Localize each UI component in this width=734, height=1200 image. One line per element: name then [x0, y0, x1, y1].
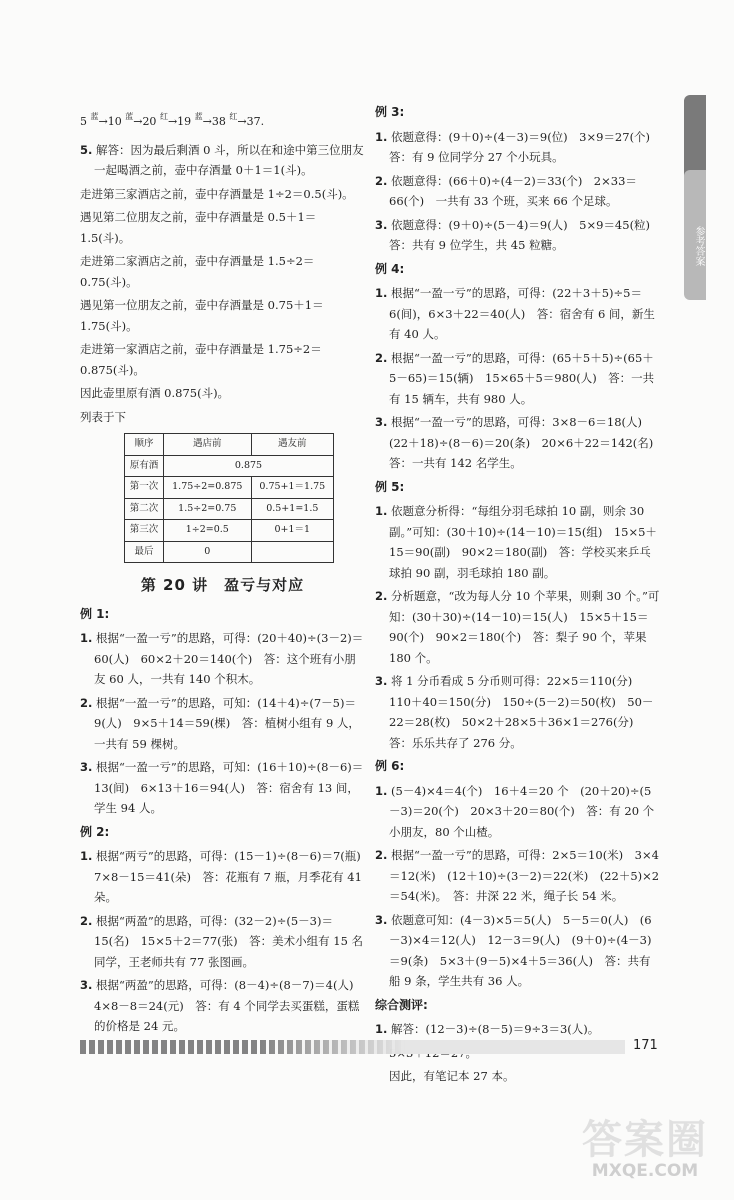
answer-item: [375, 845, 660, 907]
text: 1.: [375, 129, 388, 144]
example-2: [80, 822, 373, 1037]
answer-item: [375, 283, 660, 345]
table-cell: 原有酒: [125, 455, 164, 477]
text: 根据“一盈一亏”的思路，可得：(65＋5＋5)÷(65＋5－65)＝15(辆) 15×65＋5＝980(人) 答：一共有 15 辆车，共有 980 人。: [389, 350, 655, 406]
text: 3.: [80, 760, 93, 774]
answer-item: [375, 671, 660, 753]
answer-item: [80, 975, 365, 1037]
table-cell: 0: [163, 541, 251, 563]
answer-item: [375, 781, 660, 843]
table-header: 遇友前: [251, 434, 333, 456]
text: 依题意分析得：“每组分羽毛球拍 10 副，则余 30 副。”可知：(30＋10)÷(14－10)＝15(组) 15×5＋15＝90(副) 90×2＝180(副) 答：学校买来乒乓球拍 90 副，羽毛球拍 180 副。: [389, 504, 657, 580]
q5-line: 遇见第一位朋友之前，壶中存酒量是 0.75＋1＝1.75(斗)。: [80, 298, 324, 333]
question-5: [80, 140, 365, 428]
table-cell: 0.5+1=1.5: [251, 498, 333, 520]
answer-item: [375, 127, 660, 168]
text: 根据“一盈一亏”的思路，可知：(16＋10)÷(8－6)＝13(间) 6×13＋16＝94(人) 答：宿舍有 13 间，学生 94 人。: [94, 760, 364, 815]
text: 2.: [80, 913, 93, 928]
text: 依题意可知：(4－3)×5＝5(人) 5－5＝0(人) (6－3)×4＝12(人) 12－3＝9(人) (9＋0)÷(4－3)＝9(条) 5×3＋(9－5)×4＋5＝36(人) 答：共有船 9 条，学生共有 36 人。: [389, 912, 652, 988]
text: 2.: [80, 695, 93, 710]
q5-line: 走进第三家酒店之前，壶中存酒量是 1÷2＝0.5(斗)。: [80, 186, 354, 201]
right-column: [375, 100, 665, 1090]
side-tab-answers: 参考答案: [684, 170, 706, 300]
table-cell: 0+1＝1: [251, 520, 333, 542]
text: 2.: [375, 848, 388, 862]
text: 1.: [375, 504, 388, 518]
left-column: [80, 112, 373, 1040]
watermark-logo: [555, 1108, 734, 1181]
text: 19: [177, 115, 192, 128]
text: 依题意得：(9＋0)÷(5－4)＝9(人) 5×9＝45(粒) 答：共有 9 位学生，共 45 粒糖。: [389, 217, 662, 252]
answer-item: [375, 171, 660, 212]
footer-fade: [260, 1040, 625, 1054]
example-3: [375, 102, 660, 256]
example-1: [80, 604, 365, 819]
text: 将 1 分币看成 5 分币则可得：22×5＝110(分) 110＋40＝150(分) 150÷(5－2)＝50(枚) 50－22＝28(枚) 50×2＋28×5＋36×1＝276(分) 答：乐乐共存了 276 分。: [389, 674, 654, 750]
summary-label: 综合测评:: [375, 997, 428, 1012]
text: 1.: [375, 286, 388, 300]
q5-line: 遇见第二位朋友之前，壶中存酒量是 0.5＋1＝1.5(斗)。: [80, 210, 317, 245]
answer-item: [375, 586, 660, 668]
answer-item: [375, 215, 660, 256]
example-6: [375, 756, 660, 992]
text: 蓝: [194, 112, 203, 121]
arrow-chain: 5 $^蓝$→10 $^蓝$→20 $^红$→19 $^蓝$→38 $^红$→37.: [80, 112, 265, 128]
example-label: 例 1:: [80, 606, 110, 621]
summary-line: 因此，有笔记本 27 本。: [389, 1069, 515, 1083]
q5-line: [80, 140, 365, 181]
text: 分析题意，“改为每人分 10 个苹果，则剩 30 个。”可知：(30＋30)÷(14－10)＝15(人) 15×5＋15＝90(个) 90×2＝180(个) 答：梨子 90 个，苹果 180 个。: [389, 589, 660, 665]
answer-item: [375, 348, 660, 410]
table-header: 顺序: [125, 434, 164, 456]
summary-line: [375, 1019, 660, 1040]
text: 依题意得：(9＋0)÷(4－3)＝9(位) 3×9＝27(个) 答：有 9 位同学分 27 个小玩具。: [389, 129, 662, 164]
answer-item: [375, 501, 660, 583]
table-cell: 0.875: [163, 455, 333, 477]
text: 根据“一盈一亏”的思路，可得：3×8－6＝18(人) (22＋18)÷(8－6)＝20(条) 20×6＋22＝142(名) 答：一共有 142 名学生。: [389, 415, 665, 470]
table-row: [125, 477, 334, 499]
text: 1.: [375, 783, 388, 798]
table-row: [125, 498, 334, 520]
answer-item: [80, 911, 365, 973]
table-cell: 第三次: [125, 520, 164, 542]
text: 红: [159, 112, 168, 121]
text: 1.: [80, 631, 93, 645]
page-number: 171: [633, 1038, 658, 1053]
text: 根据“一盈一亏”的思路，可得：(20＋40)÷(3－2)＝60(人) 60×2＋20＝140(个) 答：这个班有小朋友 60 人，一共有 140 个积木。: [94, 631, 364, 686]
text: 5.: [80, 142, 93, 157]
example-label: 例 3:: [375, 105, 405, 119]
table-row: [125, 541, 334, 563]
text: 20: [142, 115, 157, 128]
example-label: 例 2:: [80, 824, 110, 839]
q5-line: 走进第一家酒店之前，壶中存酒量是 1.75÷2＝0.875(斗)。: [80, 342, 322, 377]
text: 3.: [375, 415, 388, 429]
text: 依题意得：(66＋0)÷(4－2)＝33(个) 2×33＝66(个) 一共有 33 个班，买来 66 个足球。: [389, 173, 637, 208]
text: 3.: [375, 912, 388, 927]
text: 根据“两盈”的思路，可得：(32－2)÷(5－3)＝15(名) 15×5＋2＝77(张) 答：美术小组有 15 名同学，王老师共有 77 张图画。: [94, 913, 364, 969]
text: 解答：因为最后剩酒 0 斗，所以在和途中第三位朋友一起喝酒之前，壶中存酒量 0＋1＝1(斗)。: [94, 142, 364, 177]
table-row: [125, 455, 334, 477]
text: 解答：(12－3)÷(8－5)＝9÷3＝3(人)。: [391, 1022, 600, 1036]
example-label: 例 6:: [375, 759, 405, 773]
text: 2.: [375, 350, 388, 365]
q5-line: 因此壶里原有酒 0.875(斗)。: [80, 386, 230, 400]
text: 蓝: [90, 112, 99, 121]
text: 2.: [375, 173, 388, 188]
text: 3.: [80, 978, 93, 992]
watermark-url: MXQE.COM: [591, 1161, 699, 1181]
text: 3.: [375, 674, 388, 688]
table-cell: [251, 541, 333, 563]
text: 2.: [375, 589, 388, 603]
table-cell: 第二次: [125, 498, 164, 520]
table-cell: 1÷2=0.5: [163, 520, 251, 542]
q5-line: 走进第二家酒店之前，壶中存酒量是 1.5÷2＝0.75(斗)。: [80, 254, 315, 289]
table-cell: 1.75÷2=0.875: [163, 477, 251, 499]
text: 38: [211, 115, 226, 128]
text: 红: [229, 112, 238, 121]
table-cell: 最后: [125, 541, 164, 563]
text: 5: [80, 115, 87, 128]
text: 3.: [375, 217, 388, 232]
table-header: 遇店前: [163, 434, 251, 456]
text: (5－4)×4＝4(个) 16＋4＝20 个 (20＋20)÷(5－3)＝20(个) 20×3＋20＝80(个) 答：有 20 个小朋友，80 个山楂。: [389, 783, 655, 839]
text: 根据“两亏”的思路，可得：(15－1)÷(8－6)＝7(瓶) 7×8－15＝41(朵) 答：花瓶有 7 瓶，月季花有 41 朵。: [94, 849, 373, 904]
text: 蓝: [125, 112, 134, 121]
watermark-text: 答案圈: [582, 1117, 708, 1163]
answer-item: [80, 628, 365, 690]
text: 根据“一盈一亏”的思路，可得：2×5＝10(米) 3×4＝12(米) (12＋10)÷(3－2)＝22(米) (22＋5)×2＝54(米)。 答：井深 22 米，绳子长 54 米。: [389, 848, 660, 903]
q5-line: 列表于下: [80, 409, 126, 424]
example-label: 例 4:: [375, 261, 405, 276]
table-header-row: [125, 434, 334, 456]
text: 37.: [246, 115, 265, 128]
example-5: [375, 477, 660, 754]
answer-item: [80, 757, 365, 819]
wine-table: [124, 433, 334, 563]
example-4: [375, 259, 665, 474]
text: 根据“一盈一亏”的思路，可知：(14＋4)÷(7－5)＝9(人) 9×5＋14＝59(棵) 答：植树小组有 9 人，一共有 59 棵树。: [94, 695, 360, 751]
table-cell: 1.5÷2=0.75: [163, 498, 251, 520]
answer-item: [375, 412, 665, 474]
text: 根据“两盈”的思路，可得：(8－4)÷(8－7)＝4(人) 4×8－8＝24(元) 答：有 4 个同学去买蛋糕，蛋糕的价格是 24 元。: [94, 978, 365, 1033]
answer-item: [80, 846, 373, 908]
example-label: 例 5:: [375, 479, 405, 494]
table-row: [125, 520, 334, 542]
text: 10: [107, 115, 122, 128]
answer-item: [80, 693, 365, 755]
text: 根据“一盈一亏”的思路，可得：(22＋3＋5)÷5＝6(间)，6×3＋22＝40(人) 答：宿舍有 6 间，新生有 40 人。: [389, 286, 655, 341]
table-cell: 0.75+1＝1.75: [251, 477, 333, 499]
text: 1.: [80, 849, 93, 863]
text: 1.: [375, 1022, 388, 1036]
section-title: 第 20 讲 盈亏与对应: [140, 576, 305, 594]
table-cell: 第一次: [125, 477, 164, 499]
answer-item: [375, 910, 660, 992]
